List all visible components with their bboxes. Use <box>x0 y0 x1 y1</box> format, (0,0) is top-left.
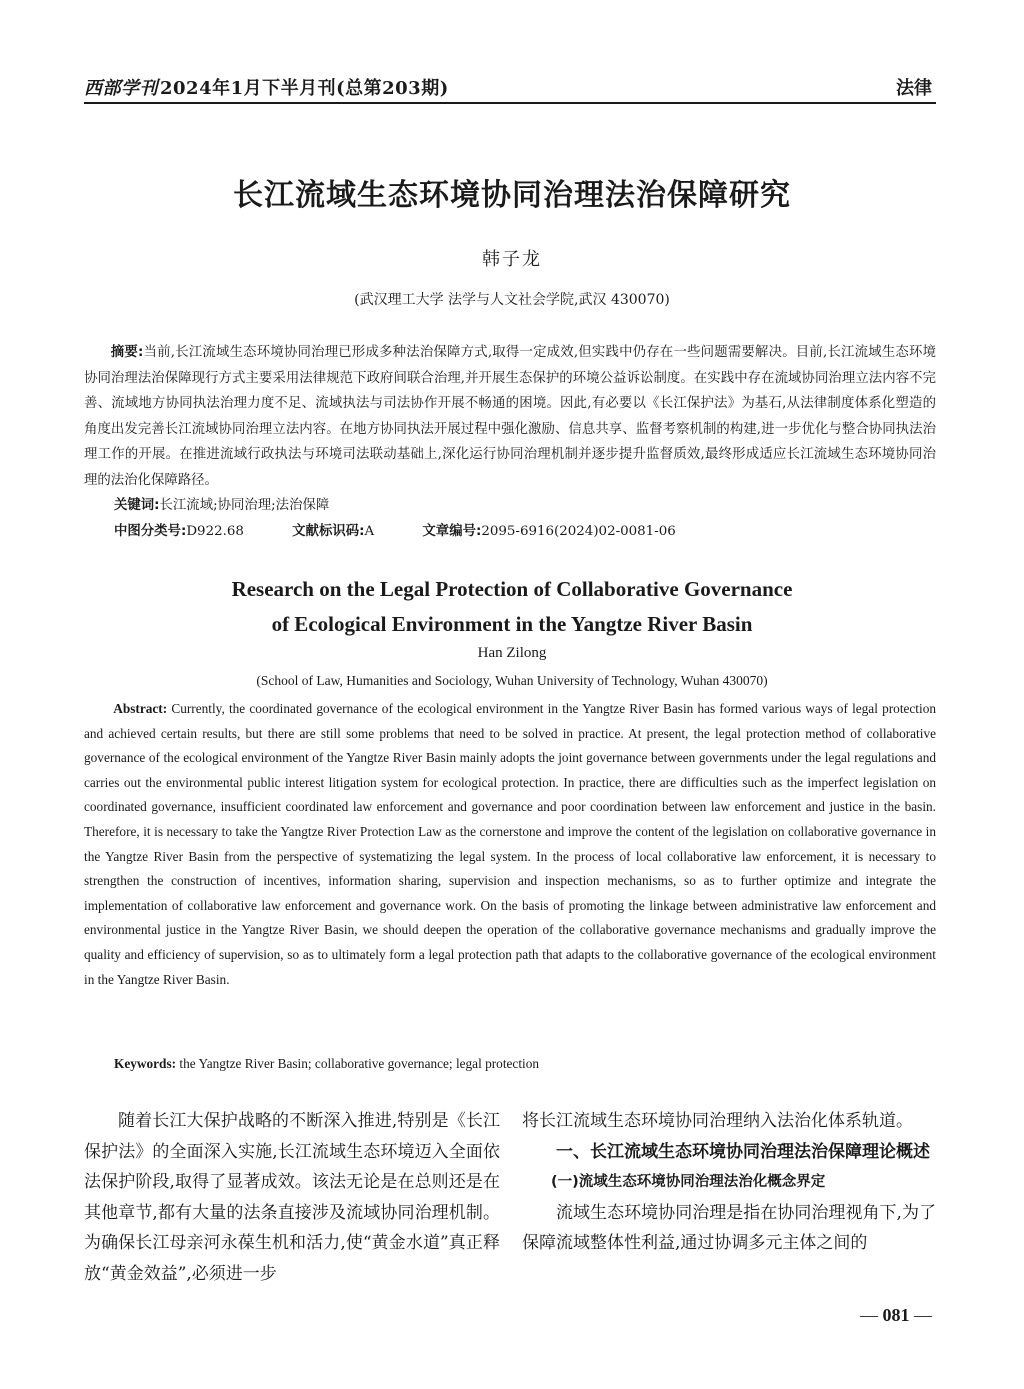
paper-title-en-line2: of Ecological Environment in the Yangtze River Basin <box>271 612 753 636</box>
abstract-en-text: Currently, the coordinated governance of the ecological environment in the Yangtze River Basin has formed various ways of legal protection and achieved certain results, but there are still some problems that need to be solved in practice. At present, the legal protection method of collaborative governance of the ecological environment of the Yangtze River Basin mainly adopts the joint governance between governments under the legal regulations and carries out the environmental public interest litigation system for ecological protection. In practice, there are difficulties such as the imperfect legislation on coordinated governance, insufficient coordinated law enforcement and governance and poor coordination between law enforcement and justice in the basin. Therefore, it is necessary to take the Yangtze River Protection Law as the cornerstone and improve the content of the legislation on collaborative governance in the Yangtze River Basin from the perspective of systematizing the legal system. In the process of local collaborative law enforcement, it is necessary to strengthen the construction of incentives, information sharing, supervision and inspection mechanisms, so as to further optimize and integrate the implementation of collaborative law enforcement and governance work. On the basis of promoting the linkage between administrative law enforcement and environmental justice in the Yangtze River Basin, we should deepen the operation of the collaborative governance mechanisms and gradually improve the quality and efficiency of supervision, so as to ultimately form a legal protection path that adapts to the collaborative governance of the ecological environment in the Yangtze River Basin. <box>84 701 936 987</box>
article-number-label: 文章编号: <box>422 524 482 539</box>
keywords-en <box>114 1056 539 1072</box>
affiliation-en: (School of Law, Humanities and Sociology, Wuhan University of Technology, Wuhan 430070) <box>256 673 768 688</box>
article-number-value: 2095-6916(2024)02-0081-06 <box>481 524 676 539</box>
article-number <box>422 524 675 539</box>
paper-title-zh: 长江流域生态环境协同治理法治保障研究 <box>233 178 791 213</box>
paper-title-en-line1: Research on the Legal Protection of Collaborative Governance <box>231 577 793 601</box>
keywords-zh-text: 长江流域;协同治理;法治保障 <box>159 498 330 513</box>
issue-info: 2024年1月下半月刊(总第203期) <box>160 78 449 99</box>
clc-value: D922.68 <box>186 524 244 539</box>
clc-label: 中图分类号: <box>114 524 187 539</box>
journal-logo: 西部学刊 <box>84 78 158 99</box>
body-column-left <box>84 1106 500 1289</box>
paper-title-en <box>0 572 1024 642</box>
author-en: Han Zilong <box>477 645 547 661</box>
abstract-zh <box>84 340 936 493</box>
page-number: — 081 — <box>860 1305 932 1325</box>
section-heading-1: 一、长江流域生态环境协同治理法治保障理论概述 <box>556 1141 930 1162</box>
abstract-en <box>84 697 936 992</box>
classification-row <box>114 520 720 539</box>
subsection-heading-1: (一)流域生态环境协同治理法治化概念界定 <box>551 1174 826 1190</box>
doc-code-value: A <box>364 524 375 539</box>
body-paragraph-continued: 将长江流域生态环境协同治理纳入法治化体系轨道。 <box>522 1111 913 1131</box>
document-code <box>292 524 374 539</box>
doc-code-label: 文献标识码: <box>292 524 365 539</box>
keywords-en-label: Keywords: <box>114 1056 177 1071</box>
body-column-right <box>522 1106 936 1259</box>
running-header-section: 法律 <box>896 78 932 99</box>
abstract-zh-text: 当前,长江流域生态环境协同治理已形成多种法治保障方式,取得一定成效,但实践中仍存在一些问题需要解决。目前,长江流域生态环境协同治理法治保障现行方式主要采用法律规范下政府间联合治理,并开展生态保护的环境公益诉讼制度。在实践中存在流域协同治理立法内容不完善、流域地方协同执法治理力度不足、流域执法与司法协作开展不畅通的困境。因此,有必要以《长江保护法》为基石,从法律制度体系化塑造的角度出发完善长江流域协同治理立法内容。在地方协同执法开展过程中强化激励、信息共享、监督考察机制的构建,进一步优化与整合协同执法治理工作的开展。在推进流域行政执法与环境司法联动基础上,深化运行协同治理机制并逐步提升监督质效,最终形成适应长江流域生态环境协同治理的法治化保障路径。 <box>84 345 936 488</box>
abstract-en-label: Abstract: <box>113 701 168 716</box>
keywords-zh <box>114 494 329 513</box>
body-paragraph: 随着长江大保护战略的不断深入推进,特别是《长江保护法》的全面深入实施,长江流域生态环境迈入全面依法保护阶段,取得了显著成效。该法无论是在总则还是在其他章节,都有大量的法条直接涉及流域协同治理机制。为确保长江母亲河永葆生机和活力,使“黄金水道”真正释放“黄金效益”,必须进一步 <box>84 1111 500 1284</box>
affiliation-zh: (武汉理工大学 法学与人文社会学院,武汉 430070) <box>354 292 670 308</box>
author-zh: 韩子龙 <box>482 249 542 270</box>
keywords-zh-label: 关键词: <box>114 498 160 513</box>
abstract-zh-label: 摘要: <box>110 345 144 360</box>
page-number-value: 081 <box>882 1305 910 1325</box>
clc-number <box>114 524 244 539</box>
body-paragraph: 流域生态环境协同治理是指在协同治理视角下,为了保障流域整体性利益,通过协调多元主体之间的 <box>522 1202 936 1253</box>
running-header-journal <box>84 74 449 100</box>
header-rule <box>84 102 936 104</box>
keywords-en-text: the Yangtze River Basin; collaborative governance; legal protection <box>179 1056 540 1071</box>
